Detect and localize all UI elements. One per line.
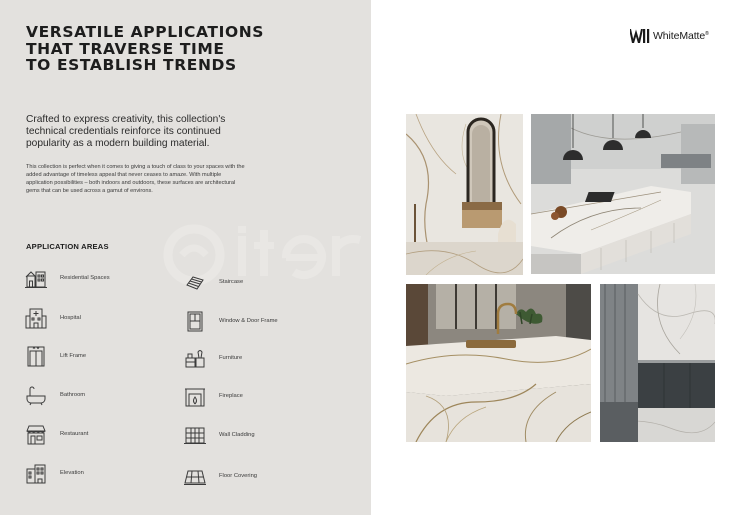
application-item-hospital [24,306,81,330]
wall-cladding-icon [183,423,207,447]
application-item-residential [24,266,110,290]
furniture-icon [183,346,207,370]
application-item-fireplace [183,384,243,408]
application-label: Fireplace [219,393,243,399]
application-item-bathroom [24,383,85,407]
application-label: Wall Cladding [219,432,255,438]
elevation-icon [24,461,48,485]
page-heading [26,24,264,74]
lead-line: technical credentials reinforce its continued [26,126,221,138]
application-label: Furniture [219,355,243,361]
application-label: Floor Covering [219,473,258,479]
heading-line: TO ESTABLISH TRENDS [26,56,237,74]
fireplace-icon [183,384,207,408]
application-label: Residential Spaces [60,275,110,281]
lift-frame-icon [24,344,48,368]
hospital-icon [24,306,48,330]
application-item-restaurant [24,422,88,446]
window-door-icon [183,309,207,333]
application-label: Bathroom [60,392,86,398]
application-areas-title: APPLICATION AREAS [26,242,109,251]
bathroom-icon [24,383,48,407]
floor-covering-icon [183,464,207,488]
staircase-icon [183,270,207,294]
lead-paragraph [26,114,286,151]
brand-registered-mark: ® [705,31,709,37]
photo-dark-cabinet [600,284,715,442]
application-label: Staircase [219,279,244,285]
photo-marble-island [406,284,591,442]
application-item-lift-frame [24,344,86,368]
brand-logo [630,29,709,43]
lead-line: Crafted to express creativity, this collection's [26,114,226,125]
body-line: added advantage of timeless appeal that never ceases to amaze. With multiple [26,172,222,178]
application-label: Restaurant [60,431,89,437]
body-line: gems that can be used across a gamut of environs. [26,188,153,194]
application-label: Window & Door Frame [219,318,278,324]
brand-name: WhiteMatte [653,30,706,42]
application-item-furniture [183,346,242,370]
application-label: Elevation [60,470,84,476]
photo-bathroom-vanity [406,114,523,275]
application-label: Hospital [60,315,81,321]
heading-line: THAT TRAVERSE TIME [26,39,225,58]
residential-icon [24,266,48,290]
application-item-staircase [183,270,243,294]
application-item-elevation [24,461,84,485]
brand-mark-icon [630,29,650,43]
body-line: application possibilities – both indoors and outdoors, these surfaces are architectural [26,180,236,186]
application-item-wall-cladding [183,423,255,447]
body-paragraph [26,163,316,195]
body-line: This collection is perfect when it comes to giving a touch of class to your spaces with the [26,164,245,170]
heading-line: VERSATILE APPLICATIONS [26,23,265,41]
photo-kitchen-island [531,114,715,274]
application-label: Lift Frame [60,353,87,359]
lead-line: popularity as a modern building material. [26,138,210,150]
application-item-window-door [183,309,278,333]
restaurant-icon [24,422,48,446]
application-item-floor-covering [183,464,257,488]
